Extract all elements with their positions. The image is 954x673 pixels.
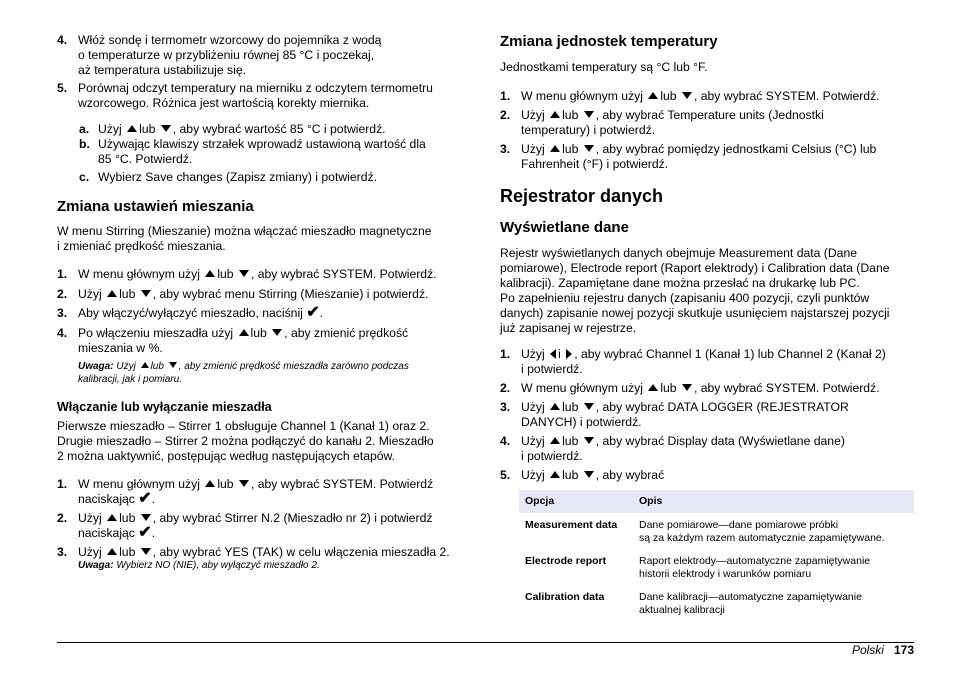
down-arrow-icon: [682, 92, 692, 99]
text-line: 2 można uaktywnić, postępując według następujących etapów.: [57, 449, 396, 463]
text-line: Drugie mieszadło – Stirrer 2 można podłączyć do kanału 2. Mieszadło: [57, 434, 434, 448]
text: , aby wybrać SYSTEM. Potwierdź.: [693, 381, 880, 395]
step-text: [521, 89, 880, 104]
up-arrow-icon: [205, 480, 215, 487]
step-number: 3.: [57, 545, 68, 559]
text: naciskając: [78, 492, 135, 506]
step-text: [78, 81, 433, 111]
section-heading-units: Zmiana jednostek temperatury: [500, 33, 718, 50]
text-line: W menu Stirring (Mieszanie) można włączać mieszadło magnetyczne: [57, 224, 432, 238]
step-text: [521, 142, 876, 172]
step-text: [78, 545, 478, 560]
down-arrow-icon: [161, 125, 171, 132]
step-text: [521, 108, 824, 138]
check-icon: ✔: [306, 304, 320, 321]
step-text: Użyj lub , aby wybrać Stirrer N.2 (Mieszadło nr 2) i potwierdź naciskając ✔.: [78, 511, 433, 541]
footer-rule: [57, 642, 914, 643]
table-header-option: Opcja: [519, 490, 629, 513]
step-text: [521, 468, 664, 483]
substep-text: Wybierz Save changes (Zapisz zmiany) i potwierdź.: [98, 170, 377, 184]
substep-letter: c.: [79, 170, 90, 184]
note-label: Uwaga:: [78, 361, 114, 372]
note: [78, 559, 320, 572]
table-cell-description: [629, 585, 914, 621]
cell-line: Dane kalibracji—automatyczne zapamiętywanie: [639, 591, 862, 603]
down-arrow-icon: [584, 111, 594, 118]
text: W menu głównym użyj: [521, 381, 643, 395]
text: Użyj: [78, 287, 102, 301]
text: Użyj: [521, 400, 545, 414]
step-number: 1.: [57, 267, 68, 281]
step-line: i potwierdź.: [521, 449, 583, 463]
step-line: DANYCH) i potwierdź.: [521, 415, 642, 429]
text: lub: [119, 511, 136, 525]
text: lub: [562, 434, 579, 448]
step-line: mieszania w %.: [78, 341, 163, 355]
text-line: i zmieniać prędkość mieszania.: [57, 239, 226, 253]
text: lub: [119, 287, 136, 301]
down-arrow-icon: [141, 548, 151, 555]
step-number: 2.: [500, 108, 511, 122]
down-arrow-icon: [584, 437, 594, 444]
text: , aby wybrać Temperature units (Jednostki: [595, 108, 824, 122]
up-arrow-icon: [550, 145, 560, 152]
down-arrow-icon: [239, 270, 249, 277]
table-header-row: [519, 490, 914, 513]
up-arrow-icon: [127, 125, 137, 132]
text-line: kalibracji). Zapamiętane dane można przesłać na drukarkę lub PC.: [500, 276, 860, 290]
text: W menu głównym użyj: [521, 89, 643, 103]
text: , aby wybrać SYSTEM. Potwierdź: [250, 477, 434, 491]
text: lub: [660, 381, 677, 395]
text: , aby wybrać wartość 85 °C i potwierdź.: [172, 122, 386, 136]
step-number: 3.: [500, 400, 511, 414]
step-text: [78, 33, 381, 78]
table-cell-description: [629, 513, 914, 549]
note: [78, 360, 409, 386]
up-arrow-icon: [550, 111, 560, 118]
text-line: pomiarowe), Electrode report (Raport elektrody) i Calibration data (Dane: [500, 261, 890, 275]
text: lub: [562, 142, 579, 156]
text: , aby wybrać: [595, 468, 665, 482]
text: Użyj: [98, 122, 122, 136]
step-text: W menu głównym użyj lub , aby wybrać SYSTEM. Potwierdź naciskając ✔.: [78, 477, 434, 507]
text: i: [558, 347, 561, 361]
units-intro: Jednostkami temperatury są °C lub °F.: [500, 60, 708, 74]
table-cell-option: Calibration data: [525, 591, 605, 603]
substep-text: [98, 137, 426, 167]
step-line: o temperaturze w przybliżeniu równej 85 °C i poczekaj,: [78, 48, 375, 62]
step-line: i potwierdź.: [521, 362, 583, 376]
text: , aby wybrać pomiędzy jednostkami Celsius (°C) lub: [595, 142, 877, 156]
text-line: Pierwsze mieszadło – Stirrer 1 obsługuje Channel 1 (Kanał 1) oraz 2.: [57, 419, 430, 433]
up-arrow-icon: [239, 329, 249, 336]
up-arrow-icon: [550, 403, 560, 410]
step-text: [78, 267, 437, 282]
step-line: wzorcowego. Różnica jest wartością korekty miernika.: [78, 96, 370, 110]
text: lub: [119, 545, 136, 559]
text: Użyj: [521, 142, 545, 156]
cell-line: Dane pomiarowe—dane pomiarowe próbki: [639, 519, 839, 531]
up-arrow-icon: [107, 548, 117, 555]
table-row: [519, 513, 914, 549]
step-text: [521, 400, 849, 430]
text-line: Rejestr wyświetlanych danych obejmuje Measurement data (Dane: [500, 246, 857, 260]
options-table: [519, 490, 914, 621]
text: lub: [217, 267, 234, 281]
text: lub: [562, 468, 579, 482]
note-line: kalibracji, jak i pomiaru.: [78, 374, 182, 385]
step-line: Porównaj odczyt temperatury na mierniku z odczytem termometru: [78, 81, 433, 95]
text: , aby wybrać YES (TAK) w celu włączenia mieszadła 2.: [152, 545, 450, 559]
text: , aby zmienić prędkość: [284, 326, 409, 340]
step-number: 1.: [500, 347, 511, 361]
substep-letter: a.: [79, 122, 90, 136]
text: Użyj: [521, 347, 545, 361]
step-number: 3.: [57, 306, 68, 320]
text: lub: [562, 108, 579, 122]
down-arrow-icon: [141, 514, 151, 521]
note-label: Uwaga:: [78, 560, 114, 571]
text: Użyj: [78, 511, 102, 525]
text: naciskając: [78, 526, 135, 540]
section-heading-stirring: Zmiana ustawień mieszania: [57, 198, 254, 215]
step-text: [521, 381, 880, 396]
table-row: [519, 585, 914, 621]
step-line: 85 °C. Potwierdź.: [98, 152, 193, 166]
up-arrow-icon: [550, 437, 560, 444]
subheading-display-data: Wyświetlane dane: [500, 219, 629, 236]
text: , aby wybrać Stirrer N.2 (Mieszadło nr 2) i potwierdź: [152, 511, 433, 525]
step-number: 2.: [57, 511, 68, 525]
down-arrow-icon: [141, 290, 151, 297]
cell-line: Raport elektrody—automatyczne zapamiętywanie: [639, 555, 871, 567]
table-row: [519, 549, 914, 585]
table-cell-option: Measurement data: [525, 519, 618, 531]
page-number: 173: [893, 643, 914, 657]
text: , aby zmienić prędkość mieszadła zarówno podczas: [178, 361, 409, 372]
step-number: 5.: [57, 81, 68, 95]
step-number: 5.: [500, 468, 511, 482]
stirring-intro: [57, 224, 432, 254]
step-number: 1.: [57, 477, 68, 491]
step-number: 1.: [500, 89, 511, 103]
text: , aby wybrać menu Stirring (Mieszanie) i potwierdź.: [152, 287, 429, 301]
cell-line: historii elektrody i warunków pomiaru: [639, 568, 812, 580]
table-header-description: Opis: [629, 490, 914, 513]
step-number: 2.: [500, 381, 511, 395]
up-arrow-icon: [550, 471, 560, 478]
down-arrow-icon: [272, 329, 282, 336]
down-arrow-icon: [239, 480, 249, 487]
step-line: aż temperatura ustabilizuje się.: [78, 63, 247, 77]
step-number: 3.: [500, 142, 511, 156]
text: lub: [250, 326, 267, 340]
text: Użyj: [78, 545, 102, 559]
step-line: temperatury) i potwierdź.: [521, 123, 656, 137]
step-number: 4.: [500, 434, 511, 448]
text: lub: [217, 477, 234, 491]
left-arrow-icon: [550, 349, 556, 359]
table-cell-option: Electrode report: [525, 555, 607, 567]
text: Po włączeniu mieszadła użyj: [78, 326, 234, 340]
section-heading-logger: Rejestrator danych: [500, 186, 664, 206]
up-arrow-icon: [107, 514, 117, 521]
text: , aby wybrać DATA LOGGER (REJESTRATOR: [595, 400, 849, 414]
text: , aby wybrać SYSTEM. Potwierdź.: [250, 267, 437, 281]
up-arrow-icon: [648, 384, 658, 391]
logger-intro: [500, 246, 890, 336]
text: Użyj: [521, 468, 545, 482]
text: , aby wybrać SYSTEM. Potwierdź.: [693, 89, 880, 103]
text: lub: [150, 361, 164, 372]
text-line: już zapisanej w rejestrze.: [500, 321, 637, 335]
step-number: 2.: [57, 287, 68, 301]
text: lub: [562, 400, 579, 414]
down-arrow-icon: [584, 403, 594, 410]
check-icon: ✔: [138, 490, 152, 507]
down-arrow-icon: [584, 145, 594, 152]
substep-text: [98, 122, 386, 137]
up-arrow-icon: [141, 362, 149, 368]
footer-language: Polski: [851, 643, 884, 657]
step-text: [78, 287, 428, 302]
step-line: Używając klawiszy strzałek wprowadź ustawioną wartość dla: [98, 137, 426, 151]
substep-letter: b.: [79, 137, 90, 151]
text-line: danych) zapisanie nowej pozycji skutkuje usunięciem najstarszej pozycji: [500, 306, 890, 320]
text-line: Po zapełnieniu rejestru danych (zapisaniu 400 pozycji, czyli punktów: [500, 291, 870, 305]
text: Aby włączyć/wyłączyć mieszadło, naciśnij: [78, 306, 303, 320]
up-arrow-icon: [205, 270, 215, 277]
step-text: [521, 347, 886, 377]
step-line: Fahrenheit (°F) i potwierdź.: [521, 157, 669, 171]
text: Wybierz NO (NIE), aby wyłączyć mieszadło 2.: [116, 560, 320, 571]
down-arrow-icon: [584, 471, 594, 478]
page-footer: [852, 643, 914, 657]
step-number: 4.: [57, 326, 68, 340]
up-arrow-icon: [648, 92, 658, 99]
toggle-intro: [57, 419, 434, 464]
step-text: Aby włączyć/wyłączyć mieszadło, naciśnij ✔.: [78, 304, 324, 321]
down-arrow-icon: [169, 362, 177, 368]
text: , aby wybrać Channel 1 (Kanał 1) lub Channel 2 (Kanał 2): [574, 347, 886, 361]
table-cell-description: [629, 549, 914, 585]
right-arrow-icon: [566, 349, 572, 359]
cell-line: aktualnej kalibracji: [639, 604, 725, 616]
check-icon: ✔: [138, 524, 152, 541]
text: lub: [139, 122, 156, 136]
cell-line: są za każdym razem automatycznie zapamiętywane.: [639, 532, 885, 544]
step-number: 4.: [57, 33, 68, 47]
up-arrow-icon: [107, 290, 117, 297]
text: , aby wybrać Display data (Wyświetlane dane): [595, 434, 845, 448]
text: lub: [660, 89, 677, 103]
text: Użyj: [521, 434, 545, 448]
step-line: Włóż sondę i termometr wzorcowy do pojemnika z wodą: [78, 33, 382, 47]
section-heading-toggle: Włączanie lub wyłączanie mieszadła: [57, 400, 272, 414]
text: W menu głównym użyj: [78, 477, 200, 491]
text: Użyj: [116, 361, 136, 372]
text: Użyj: [521, 108, 545, 122]
down-arrow-icon: [682, 384, 692, 391]
text: W menu głównym użyj: [78, 267, 200, 281]
step-text: [521, 434, 845, 464]
step-text: [78, 326, 408, 356]
